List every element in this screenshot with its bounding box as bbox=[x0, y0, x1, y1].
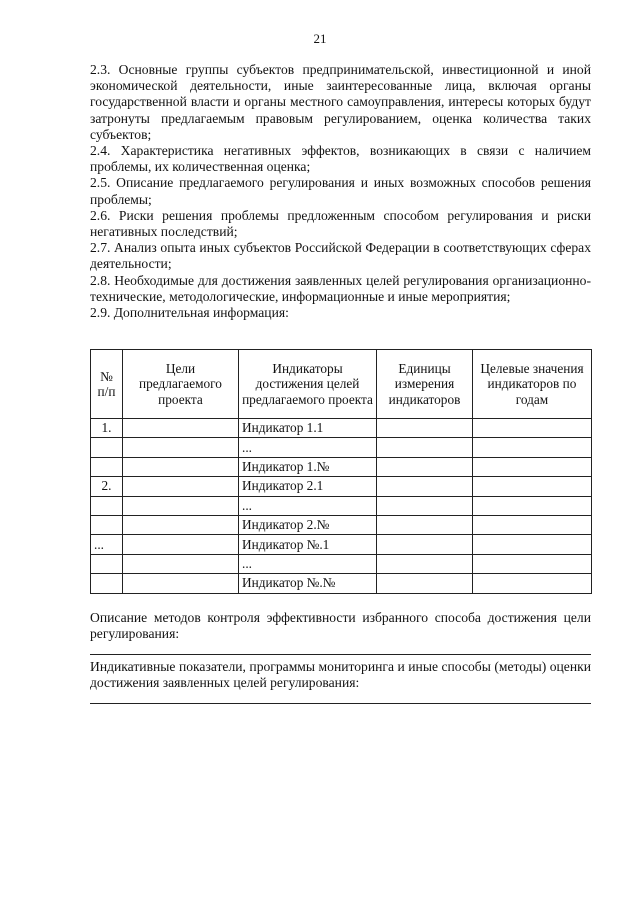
cell-unit bbox=[377, 457, 473, 476]
table-row bbox=[91, 496, 592, 515]
cell-unit bbox=[377, 496, 473, 515]
paragraph-2-4: 2.4. Характеристика негативных эффектов, возникающих в связи с наличием проблемы, их количественная оценка; bbox=[90, 143, 591, 175]
cell-unit bbox=[377, 419, 473, 438]
paragraph-2-9: 2.9. Дополнительная информация: bbox=[90, 305, 289, 321]
table-row bbox=[91, 535, 592, 554]
paragraph-2-8: 2.8. Необходимые для достижения заявленных целей регулирования организационно-технические, методологические, информационные и иные мероприятия; bbox=[90, 272, 591, 304]
cell-number bbox=[91, 554, 123, 573]
cell-indicator: Индикатор 2.1 bbox=[239, 477, 377, 496]
cell-goal bbox=[123, 574, 239, 593]
cell-goal bbox=[123, 477, 239, 496]
table-row bbox=[91, 438, 592, 457]
cell-unit bbox=[377, 554, 473, 573]
cell-target bbox=[473, 477, 592, 496]
cell-target bbox=[473, 419, 592, 438]
cell-number: 1. bbox=[91, 419, 123, 438]
cell-number bbox=[91, 438, 123, 457]
cell-target bbox=[473, 457, 592, 476]
cell-goal bbox=[123, 438, 239, 457]
table-row bbox=[91, 574, 592, 593]
table-row bbox=[91, 477, 592, 496]
paragraph-2-6: 2.6. Риски решения проблемы предложенным способом регулирования и риски негативных последствий; bbox=[90, 207, 591, 240]
table-row bbox=[91, 515, 592, 534]
cell-goal bbox=[123, 419, 239, 438]
cell-goal bbox=[123, 496, 239, 515]
paragraph-2-3: 2.3. Основные группы субъектов предпринимательской, инвестиционной и иной экономической деятельности, иные заинтересованные лица, включая органы государственной власти и органы местного самоуправления, интересы которых будут затронуты предлагаемым правовым регулированием, оценка количества таких субъектов; bbox=[90, 62, 591, 142]
cell-indicator: ... bbox=[239, 554, 377, 573]
cell-number: 2. bbox=[91, 477, 123, 496]
paragraph-2-5: 2.5. Описание предлагаемого регулирования и иных возможных способов решения проблемы; bbox=[90, 175, 591, 207]
header-indicators: Индикаторы достижения целей предлагаемого проекта bbox=[239, 350, 377, 419]
cell-indicator: Индикатор №.1 bbox=[239, 535, 377, 554]
cell-target bbox=[473, 535, 592, 554]
cell-number bbox=[91, 457, 123, 476]
table-row bbox=[91, 457, 592, 476]
indicators-text: Индикативные показатели, программы мониторинга и иные способы (методы) оценки достижения заявленных целей регулирования: bbox=[90, 659, 591, 691]
cell-number bbox=[91, 574, 123, 593]
cell-indicator: ... bbox=[239, 438, 377, 457]
fill-line-control-methods bbox=[90, 654, 591, 655]
control-methods-text: Описание методов контроля эффективности избранного способа достижения цели регулирования: bbox=[90, 610, 591, 642]
cell-goal bbox=[123, 554, 239, 573]
header-units: Единицы измерения индикаторов bbox=[377, 350, 473, 419]
cell-target bbox=[473, 496, 592, 515]
body-text bbox=[90, 62, 591, 321]
cell-indicator: Индикатор 2.№ bbox=[239, 515, 377, 534]
cell-indicator: Индикатор 1.№ bbox=[239, 457, 377, 476]
page-number: 21 bbox=[313, 31, 327, 46]
cell-unit bbox=[377, 535, 473, 554]
table-row bbox=[91, 554, 592, 573]
header-target-values: Целевые значения индикаторов по годам bbox=[473, 350, 592, 419]
cell-target bbox=[473, 438, 592, 457]
cell-number bbox=[91, 515, 123, 534]
cell-indicator: Индикатор №.№ bbox=[239, 574, 377, 593]
cell-goal bbox=[123, 515, 239, 534]
table-row bbox=[91, 419, 592, 438]
cell-number: ... bbox=[91, 535, 123, 554]
cell-target bbox=[473, 515, 592, 534]
cell-indicator: ... bbox=[239, 496, 377, 515]
header-number: № п/п bbox=[91, 350, 123, 419]
cell-unit bbox=[377, 438, 473, 457]
table-header-row bbox=[91, 350, 592, 419]
cell-goal bbox=[123, 457, 239, 476]
fill-line-indicators bbox=[90, 703, 591, 704]
cell-unit bbox=[377, 515, 473, 534]
cell-target bbox=[473, 574, 592, 593]
cell-goal bbox=[123, 535, 239, 554]
cell-target bbox=[473, 554, 592, 573]
cell-number bbox=[91, 496, 123, 515]
cell-unit bbox=[377, 574, 473, 593]
header-goals: Цели предлагаемого проекта bbox=[123, 350, 239, 419]
indicators-table bbox=[90, 349, 592, 594]
cell-indicator: Индикатор 1.1 bbox=[239, 419, 377, 438]
cell-unit bbox=[377, 477, 473, 496]
paragraph-2-7: 2.7. Анализ опыта иных субъектов Российской Федерации в соответствующих сферах деятельности; bbox=[90, 240, 591, 272]
